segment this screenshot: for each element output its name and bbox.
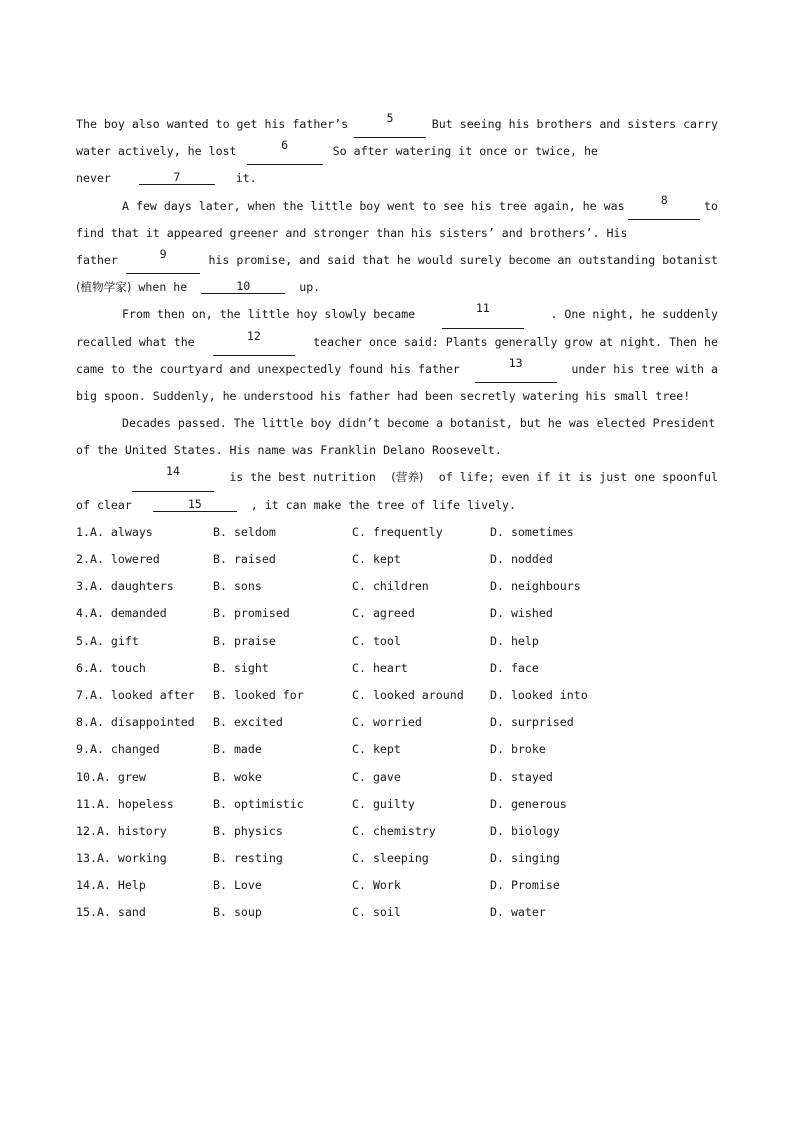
- passage-line: [76, 492, 718, 519]
- passage-line: [76, 193, 718, 220]
- option-row: [76, 628, 718, 655]
- option-row: [76, 845, 718, 872]
- option-a-text: hopeless: [117, 796, 174, 811]
- option-a: [76, 519, 213, 546]
- passage-line: [76, 111, 718, 138]
- option-b: B. woke: [213, 769, 262, 784]
- option-d: D. wished: [490, 606, 553, 621]
- option-b: B. praise: [213, 633, 276, 648]
- option-row: [76, 818, 718, 845]
- option-d: D. face: [490, 660, 539, 675]
- option-c: C. worried: [352, 715, 422, 730]
- option-a-text: disappointed: [110, 715, 195, 730]
- blank-13: 13: [475, 356, 557, 383]
- option-a-text: gift: [110, 633, 139, 648]
- option-b: B. looked for: [213, 687, 304, 702]
- option-a-text: Help: [117, 878, 146, 893]
- option-row: [76, 519, 718, 546]
- option-a: [76, 546, 213, 573]
- passage-line: [76, 464, 718, 491]
- passage-line: [76, 301, 718, 328]
- option-c: C. tool: [352, 633, 401, 648]
- text: of the United States. His name was Franklin Delano Roosevelt.: [76, 443, 502, 458]
- question-number: 15.A.: [76, 905, 111, 920]
- option-a-text: grew: [117, 769, 146, 784]
- option-a-text: history: [117, 823, 167, 838]
- option-d: D. nodded: [490, 552, 553, 566]
- option-a: [76, 600, 213, 627]
- option-a-text: demanded: [110, 606, 167, 621]
- option-d: D. sometimes: [490, 524, 574, 539]
- option-row: [76, 764, 718, 791]
- blank-11: 11: [442, 301, 524, 328]
- option-b: B. promised: [213, 606, 290, 621]
- question-number: 9.A.: [76, 742, 104, 757]
- text: to: [704, 198, 718, 213]
- option-a-text: changed: [110, 742, 160, 757]
- text: of life; even if it is just one spoonful: [438, 470, 718, 485]
- passage-line: [76, 165, 718, 192]
- text: , it can make the tree of life lively.: [250, 497, 517, 512]
- option-d: D. surprised: [490, 715, 574, 730]
- option-c: C. kept: [352, 552, 401, 566]
- option-d: D. water: [490, 905, 546, 920]
- option-a-text: daughters: [110, 579, 174, 594]
- option-a-text: looked after: [110, 687, 195, 702]
- option-d: D. biology: [490, 823, 560, 838]
- question-number: 7.A.: [76, 687, 104, 702]
- option-row: [76, 682, 718, 709]
- option-b: B. made: [213, 742, 262, 757]
- passage-line: [76, 247, 718, 274]
- blank-14: 14: [132, 464, 214, 491]
- option-c: C. children: [352, 579, 429, 594]
- blank-10: 10: [201, 279, 285, 294]
- option-row: [76, 709, 718, 736]
- option-c: C. heart: [352, 660, 408, 675]
- option-c: C. frequently: [352, 524, 443, 539]
- question-number: 10.A.: [76, 769, 111, 784]
- options-list: [76, 519, 718, 927]
- option-d: D. neighbours: [490, 579, 581, 594]
- passage-line: [76, 383, 718, 410]
- option-a: [76, 655, 213, 682]
- option-d: D. broke: [490, 742, 546, 757]
- blank-9: 9: [126, 247, 200, 274]
- option-a: [76, 791, 213, 818]
- blank-12: 12: [213, 329, 295, 356]
- option-c: C. agreed: [352, 606, 415, 621]
- option-c: C. looked around: [352, 687, 464, 702]
- option-b: B. optimistic: [213, 796, 304, 811]
- option-a: [76, 628, 213, 655]
- question-number: 2.A.: [76, 552, 104, 566]
- question-number: 5.A.: [76, 633, 104, 648]
- option-a-text: working: [117, 851, 167, 866]
- option-d: D. Promise: [490, 878, 560, 893]
- question-number: 6.A.: [76, 660, 104, 675]
- text: up.: [299, 280, 321, 295]
- text: (营养): [391, 470, 424, 485]
- question-number: 11.A.: [76, 796, 111, 811]
- passage-line: [76, 138, 718, 165]
- blank-5: 5: [354, 111, 426, 138]
- option-b: B. resting: [213, 851, 283, 866]
- option-b: B. soup: [213, 905, 262, 920]
- question-number: 13.A.: [76, 851, 111, 866]
- passage-line: [76, 329, 718, 356]
- text: teacher once said: Plants generally grow at night. Then he: [313, 334, 718, 349]
- text: (植物学家): [76, 280, 132, 295]
- option-b: B. raised: [213, 552, 276, 566]
- option-c: C. guilty: [352, 796, 415, 811]
- option-c: C. sleeping: [352, 851, 429, 866]
- option-d: D. help: [490, 633, 539, 648]
- option-d: D. stayed: [490, 769, 553, 784]
- option-d: D. singing: [490, 851, 560, 866]
- text: find that it appeared greener and stronger than his sisters’ and brothers’. His: [76, 225, 628, 240]
- option-a-text: sand: [117, 905, 146, 920]
- text: So after watering it once or twice, he: [332, 144, 598, 159]
- text: of clear: [76, 497, 132, 512]
- blank-6: 6: [247, 138, 323, 165]
- passage: [76, 111, 718, 519]
- question-number: 3.A.: [76, 579, 104, 594]
- passage-line: [76, 356, 718, 383]
- passage-line: [76, 410, 718, 437]
- text: But seeing his brothers and sisters carry: [431, 117, 718, 131]
- option-b: B. excited: [213, 715, 283, 730]
- option-row: [76, 600, 718, 627]
- option-a: [76, 872, 213, 899]
- text: father: [76, 252, 118, 267]
- option-a: [76, 899, 213, 926]
- text: The boy also wanted to get his father’s: [76, 117, 349, 131]
- option-row: [76, 872, 718, 899]
- blank-7: 7: [139, 170, 215, 185]
- option-a-text: always: [110, 524, 153, 539]
- option-row: [76, 899, 718, 926]
- text: From then on, the little hoy slowly became: [122, 307, 416, 322]
- question-number: 14.A.: [76, 878, 111, 893]
- text: big spoon. Suddenly, he understood his father had been secretly watering his small tree!: [76, 388, 691, 403]
- option-a: [76, 845, 213, 872]
- option-row: [76, 573, 718, 600]
- text: Decades passed. The little boy didn’t become a botanist, but he was elected President: [122, 416, 716, 431]
- option-d: D. looked into: [490, 687, 588, 702]
- blank-8: 8: [628, 193, 700, 220]
- option-row: [76, 736, 718, 763]
- text: is the best nutrition: [229, 470, 376, 485]
- question-number: 12.A.: [76, 823, 111, 838]
- option-a: [76, 573, 213, 600]
- text: when he: [138, 280, 188, 295]
- option-b: B. sight: [213, 660, 269, 675]
- text: never: [76, 171, 111, 186]
- option-row: [76, 546, 718, 573]
- option-a: [76, 818, 213, 845]
- option-d: D. generous: [490, 796, 567, 811]
- text: came to the courtyard and unexpectedly found his father: [76, 361, 460, 376]
- option-c: C. gave: [352, 769, 401, 784]
- option-row: [76, 791, 718, 818]
- text: water actively, he lost: [76, 144, 237, 159]
- option-b: B. Love: [213, 878, 262, 893]
- option-c: C. soil: [352, 905, 401, 920]
- question-number: 4.A.: [76, 606, 104, 621]
- passage-line: [76, 274, 718, 301]
- passage-line: [76, 437, 718, 464]
- option-row: [76, 655, 718, 682]
- option-a: [76, 764, 213, 791]
- option-b: B. sons: [213, 579, 262, 594]
- option-a: [76, 682, 213, 709]
- option-a-text: lowered: [110, 552, 160, 566]
- option-b: B. seldom: [213, 524, 276, 539]
- text: under his tree with a: [571, 361, 718, 376]
- option-b: B. physics: [213, 823, 283, 838]
- question-number: 8.A.: [76, 715, 104, 730]
- text: . One night, he suddenly: [550, 307, 718, 322]
- passage-line: [76, 220, 718, 247]
- question-number: 1.A.: [76, 524, 104, 539]
- text: A few days later, when the little boy went to see his tree again, he was: [122, 198, 625, 213]
- option-c: C. Work: [352, 878, 401, 893]
- blank-15: 15: [153, 497, 237, 512]
- option-a: [76, 709, 213, 736]
- text: recalled what the: [76, 334, 195, 349]
- text: his promise, and said that he would surely become an outstanding botanist: [208, 252, 718, 267]
- exam-page: [76, 111, 718, 927]
- text: it.: [235, 171, 257, 186]
- option-c: C. chemistry: [352, 823, 436, 838]
- option-c: C. kept: [352, 742, 401, 757]
- option-a-text: touch: [110, 660, 146, 675]
- option-a: [76, 736, 213, 763]
